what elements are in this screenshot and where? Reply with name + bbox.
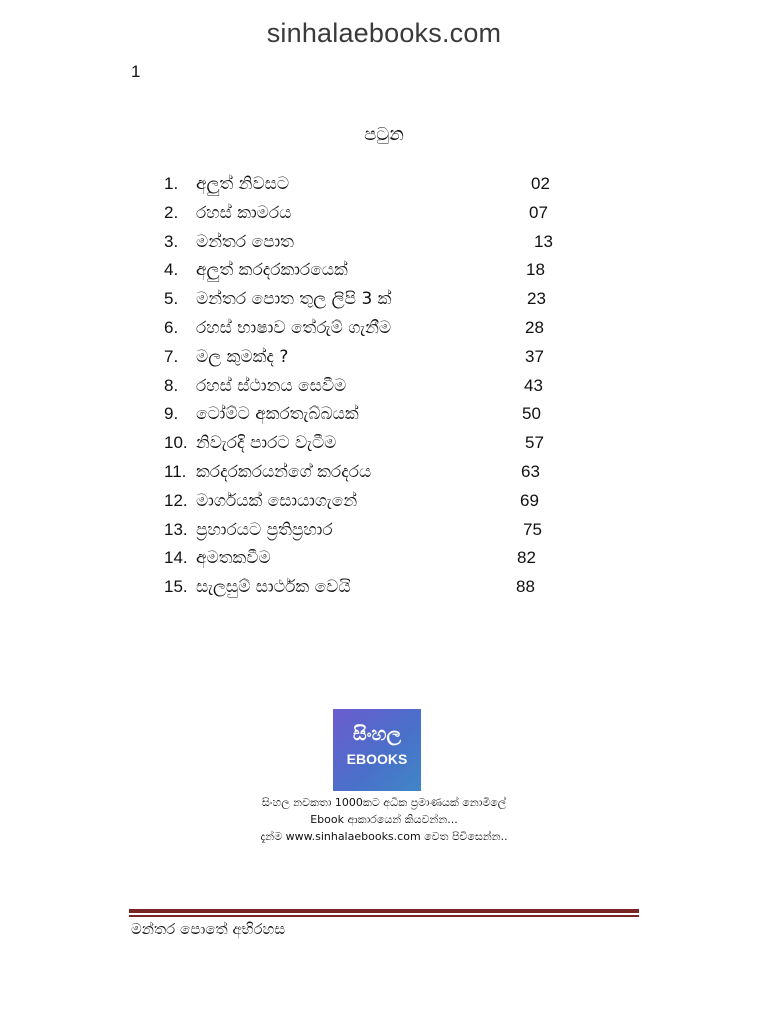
toc-item-title: රහස් භාෂාව තේරුම් ගැනීම	[196, 318, 392, 338]
toc-item-title: අමතකවීම	[196, 548, 271, 569]
toc-item-number: 12.	[164, 490, 188, 510]
promo-line-3: දැන්ම www.sinhalaebooks.com වෙත පිවිසෙන්න..	[260, 830, 508, 843]
toc-item-number: 1.	[164, 174, 179, 193]
toc-item-title: මාර්ගයක් සොයාගැනේ	[196, 490, 358, 511]
logo-sinhala-text: සිංහල	[353, 723, 401, 745]
toc-row	[0, 256, 768, 284]
toc-item-title: මල කුමක්ද ?	[196, 346, 289, 367]
toc-item-number: 3.	[164, 231, 179, 251]
toc-row	[0, 458, 768, 486]
toc-row	[0, 228, 768, 256]
toc-item-title: ප්‍රහාරයට ප්‍රතිප්‍රහාර	[196, 519, 333, 540]
toc-item-page: 13	[534, 231, 553, 251]
toc-item-title: සැලසුම් සාර්ථක වෙයි	[196, 577, 351, 598]
site-header: sinhalaebooks.com	[266, 18, 502, 48]
toc-item-title: ටෝම්ට අකරතැබ්බයක්	[196, 404, 359, 425]
toc-item-number: 14.	[164, 548, 188, 568]
toc-item-page: 18	[526, 260, 545, 280]
toc-item-title: කරදරකරයන්ගේ කරදරය	[196, 462, 372, 482]
toc-item-page: 88	[516, 577, 535, 597]
toc-item-page: 69	[520, 490, 539, 510]
toc-item-page: 02	[531, 174, 550, 193]
toc-item-page: 37	[525, 346, 544, 366]
footer-divider-thin	[129, 915, 639, 917]
toc-row	[0, 314, 768, 342]
toc-item-title: රහස් ස්ථානය සෙවීම	[196, 375, 347, 396]
sinhala-ebooks-logo	[333, 709, 421, 791]
toc-item-number: 10.	[164, 433, 188, 453]
toc-item-title: රහස් කාමරය	[196, 202, 292, 223]
toc-row	[0, 372, 768, 400]
toc-item-page: 82	[517, 548, 536, 568]
toc-row	[0, 285, 768, 313]
toc-row	[0, 429, 768, 457]
toc-row	[0, 199, 768, 227]
promo-line-2: Ebook ආකාරයෙන් කියවන්න...	[310, 813, 458, 826]
toc-item-number: 15.	[164, 577, 188, 597]
toc-item-number: 7.	[164, 346, 179, 366]
promo-line-1: සිංහල නවකතා 1000කට අධික ප්‍රමාණයක් නොමිලේ	[261, 796, 507, 809]
toc-item-page: 50	[522, 404, 541, 424]
toc-item-title: අලුත් නිවසට	[196, 174, 290, 194]
toc-item-number: 9.	[164, 404, 179, 424]
toc-row	[0, 343, 768, 371]
footer-book-title: මන්තර පොතේ අභිරහස	[131, 920, 286, 938]
toc-item-number: 4.	[164, 260, 179, 280]
toc-item-title: නිවැරදි පාරට වැටීම	[196, 433, 337, 454]
toc-item-page: 63	[521, 462, 540, 481]
toc-item-page: 75	[523, 519, 542, 539]
toc-row	[0, 400, 768, 428]
toc-row	[0, 487, 768, 515]
toc-row	[0, 544, 768, 572]
logo-ebooks-text: EBOOKS	[346, 751, 408, 767]
toc-item-title: මන්තර පොත	[196, 231, 294, 252]
footer-divider	[129, 909, 639, 913]
toc-item-number: 2.	[164, 202, 179, 222]
toc-item-page: 07	[529, 202, 548, 222]
page-number: 1	[131, 62, 141, 81]
toc-item-number: 11.	[164, 462, 187, 481]
toc-item-title: මන්තර පොත තුල ලිපි 3 ක්	[196, 289, 392, 310]
toc-item-page: 23	[527, 289, 546, 309]
toc-item-title: අලුත් කරදරකාරයෙක්	[196, 260, 348, 281]
toc-item-number: 6.	[164, 318, 179, 337]
toc-item-number: 8.	[164, 375, 179, 395]
toc-item-number: 13.	[164, 519, 188, 539]
toc-item-page: 28	[525, 318, 544, 337]
toc-row	[0, 170, 768, 198]
toc-row	[0, 573, 768, 601]
toc-heading: පටුන	[364, 124, 404, 145]
toc-item-page: 43	[524, 375, 543, 395]
toc-item-page: 57	[525, 433, 544, 453]
toc-item-number: 5.	[164, 289, 179, 309]
toc-row	[0, 516, 768, 544]
